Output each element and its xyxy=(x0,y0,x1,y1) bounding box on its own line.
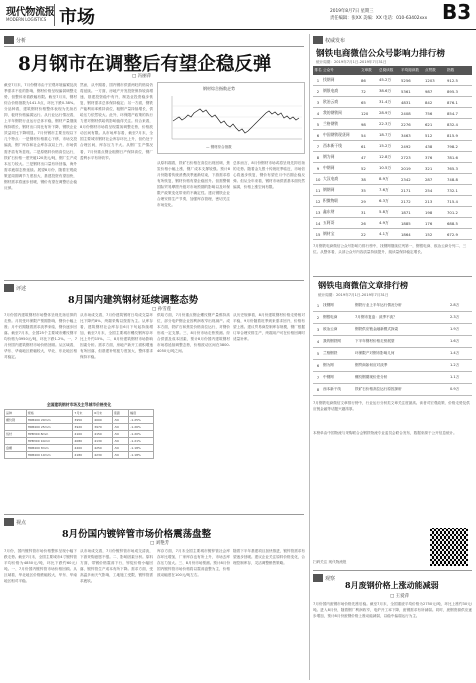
ranking1-cell: 12.8万 xyxy=(379,154,392,159)
ranking2-note: 7月钢铁电商微信文章排行榜中，行业运行分析类文章关注度最高。读者对宏观政策、价格走势及供应链金融等话题兴趣浓厚。 xyxy=(313,401,470,412)
ranking1-header xyxy=(313,66,472,75)
table-header: 品种 xyxy=(5,410,27,417)
ranking1-cell: 2723 xyxy=(401,154,411,160)
ranking1-cell: 701.2 xyxy=(447,209,458,215)
ranking1-cell: 5 xyxy=(316,121,320,127)
table-cell: 4100 xyxy=(73,431,93,438)
ranking2-cell: 找钢网 xyxy=(323,303,334,307)
ranking1-row xyxy=(313,97,472,108)
ranking1-cell: 1871 xyxy=(401,209,411,215)
ranking2-cell: 铁矿石价格高位运行原因探析 xyxy=(355,387,402,391)
page-number: B3 xyxy=(442,0,472,24)
ranking2-cell: 钢贸商如何应对淡季 xyxy=(355,363,388,367)
ranking2-cell: 中钢网 xyxy=(323,375,334,379)
ranking1-cell: 52 xyxy=(361,165,366,171)
table-header: 涨跌 xyxy=(112,410,128,417)
article-price-tag: 观察 xyxy=(325,576,336,582)
ranking1-cell: 72 xyxy=(361,88,366,94)
ranking1-row xyxy=(313,141,472,152)
ranking1-cell: 621 xyxy=(425,121,433,127)
ranking1-cell: 西本新干线 xyxy=(323,143,342,148)
table-row xyxy=(5,445,154,452)
table-cell: 4250 xyxy=(93,445,113,452)
ranking1-cell: 8.9万 xyxy=(379,176,389,181)
ranking1-cell: 6.3万 xyxy=(379,198,389,203)
ranking2-cell: 2.3万 xyxy=(450,315,460,319)
paper-sub: MODERN LOGISTICS xyxy=(6,17,47,22)
ranking2-row xyxy=(313,360,472,372)
table-cell: 盘螺 xyxy=(5,445,27,452)
ranking1-cell: 895.3 xyxy=(447,88,458,94)
chart-plot xyxy=(158,91,306,151)
ranking1-cell: 912.5 xyxy=(447,77,458,83)
tag-marker xyxy=(313,36,323,44)
table-cell: -50 xyxy=(112,445,128,452)
table-cell: 4150 xyxy=(93,431,113,438)
ranking1-cell: 1 xyxy=(316,77,320,83)
article-rebar-headline: 8月国内建筑钢材延续调整态势 xyxy=(68,295,199,306)
ranking2-footer-note: 本榜单由中国物流与采购联合会钢铁物流专业委员会联合发布，数据来源于公开信息统计。 xyxy=(313,431,457,435)
ranking1-row xyxy=(313,163,472,174)
ranking2-row xyxy=(313,372,472,384)
divider xyxy=(4,280,304,281)
ranking2-row xyxy=(313,324,472,336)
ranking1-cell: 7.6万 xyxy=(379,187,389,192)
article-main-col3: 从原料端看，铁矿石价格在高位出现回调，焦炭价格小幅上涨，钢厂成本支撑较强。预计8月份随着传统消费淡季逐渐结束，下游需求将有所恢复，钢材价格有望企稳回升。但需警惕国际贸易摩擦升级对市场预期的影响以及环保限产政策变化带来的不确定性。建议钢铁企业合理安排生产节奏，加强库存管理，密切关注市场变化。 xyxy=(157,161,230,208)
ranking1-cell: 45.2万 xyxy=(379,77,392,82)
ranking1-cell: 854.7 xyxy=(447,110,458,116)
ranking1-row xyxy=(313,108,472,119)
ranking1-cell: 积微物联 xyxy=(323,198,339,203)
article-galv-tag: 视点 xyxy=(16,520,27,526)
ranking2-cell: 2 xyxy=(316,315,320,320)
ranking2-cell: 西本新干线 xyxy=(323,387,341,391)
masthead-editor: 责任编辑：张XX 美编：XX 电话：010-63402xxx xyxy=(330,16,428,21)
table-cell: -1.25% xyxy=(129,417,154,424)
ranking1-cell: 31.4万 xyxy=(379,99,392,104)
article-galv-col3: 库存方面，7月末全国主要城市镀锌管社会库存环比增加，厂家库存也有所上升，市场去库存压力加大。三、8月份市场预测。预计8月份国内镀锌管市场价格将以震荡盘整为主，价格波动幅度在100元/吨左右。 xyxy=(157,549,230,578)
article-rebar-tag: 评述 xyxy=(16,286,27,292)
ranking1-cell: 8 xyxy=(316,154,320,160)
ranking1-cell: 1864 xyxy=(401,231,411,237)
ranking1-cell: 748.8 xyxy=(447,176,458,182)
ranking2-row xyxy=(313,300,472,312)
ranking2-cell: 4 xyxy=(316,339,320,344)
ranking1-cell: 54 xyxy=(361,132,366,138)
ranking1-cell: 5256 xyxy=(401,77,411,83)
ranking1-cell: 15.2万 xyxy=(379,143,392,148)
ranking1-row xyxy=(313,86,472,97)
article-main-col1: 截至7月末，7月份钢市由于宏观环境偏紧及淡季需求不佳的影响，钢材价格呈现偏弱调整走势，但整体来看跌幅有限。截至7月末，钢材综合价格指数为141.5点，环比下跌0.38%。分品种看，建筑钢材价格整体表现为先扬后抑，板材价格偏弱运行。从行业运行情况看，上半年钢铁行业运行总体平稳，钢材产量继续保持增长，钢材出口同比有所下降，钢铁企业效益同比下降明显。7月份钢市主要呈现以下几个特点：一是钢材价格重心下移，市场交投偏淡，钢厂库存和社会库存双双上升，市场供需矛盾有所显现。二是原燃料价格高位运行，铁矿石价格一度突破120美元/吨，钢厂生产成本压力较大。三是钢材出口量有所回落，海外需求疲弱态势延续。展望8月份，随着宏观政策逆周期调节力度加大，基建投资有望加快，钢材需求将逐步回暖，钢价有望在调整后企稳反弹。 xyxy=(4,83,77,190)
table-cell: -1.20% xyxy=(129,431,154,438)
table-cell xyxy=(5,438,27,445)
table-cell: HRB400 10mm xyxy=(26,452,73,459)
ranking1-cell: 376 xyxy=(425,154,433,160)
table-cell: 4200 xyxy=(73,445,93,452)
ranking1-subtitle: 统计周期：2019年7月1日-2019年7月31日 xyxy=(316,60,387,64)
price-chart xyxy=(157,82,305,154)
table-header-row xyxy=(5,410,154,417)
ranking1-cell: 4.9万 xyxy=(379,220,389,225)
col-header: 排名 xyxy=(314,68,322,72)
ranking2-cell: 7月钢市复盘：淡季不淡？ xyxy=(355,315,397,319)
ranking2-cell: 0.9万 xyxy=(450,387,460,391)
table-cell: 3950 xyxy=(73,417,93,424)
tag-marker xyxy=(4,518,14,526)
table-cell: 4130 xyxy=(93,438,113,445)
ranking1-cell: 2342 xyxy=(401,176,411,182)
table-cell: 螺纹钢 xyxy=(5,417,27,424)
ranking1-cell: 321 xyxy=(425,165,433,171)
table-cell: -1.26% xyxy=(129,424,154,431)
article-galv-byline: □ 刘艳芳 xyxy=(150,541,170,546)
article-galv-headline: 8月份国内镀锌管市场价格震荡盘整 xyxy=(62,529,212,540)
divider xyxy=(313,276,472,277)
ranking1-cell: 找钢网 xyxy=(323,77,335,82)
ranking1-cell: 13 xyxy=(315,209,321,215)
ranking1-cell: 688.5 xyxy=(447,220,458,226)
ranking1-row xyxy=(313,229,472,240)
column-divider xyxy=(309,34,310,680)
ranking1-cell: 815.9 xyxy=(447,132,458,138)
ranking1-cell: 2019 xyxy=(401,165,411,171)
ranking1-cell: 781.6 xyxy=(447,154,458,160)
ranking1-cell: 213 xyxy=(425,198,433,204)
ranking1-cell: 大汉电商 xyxy=(323,176,339,181)
ranking1-cell: 176 xyxy=(425,220,433,226)
article-rebar-col2: 从市场成交看，7月份建筑钢材日均成交量环比下降约8%，终端采购以按需为主。从库存看，建筑钢材社会库存自6月下旬起持续增加，截至7月末，全国主要城市螺纹钢库存环比上升约15%。二、8月份建筑钢材市场影响因素分析。需求方面，房地产新开工面积增速有所回落，但基建补短板力度加大，整体需求保持平稳。 xyxy=(80,313,153,360)
ranking2-cell: 1.6万 xyxy=(450,339,460,343)
ranking1-cell: 中钢网 xyxy=(323,165,335,170)
ranking1-cell: 2 xyxy=(316,88,320,94)
ranking2-cell: 8 xyxy=(316,387,320,392)
ranking1-row xyxy=(313,218,472,229)
ranking1-cell: 1885 xyxy=(401,220,411,226)
table-row xyxy=(5,417,154,424)
ranking1-cell: 672.9 xyxy=(447,231,458,237)
table-cell: 4180 xyxy=(73,452,93,459)
ranking1-note: 7月钢铁电商微信公众号影响力排行榜中，找钢网继续位列第一，钢银电商、欧冶云商分列二、三位。从整体看，头部公众号内容质量持续提升，阅读量保持稳定增长。 xyxy=(313,244,467,255)
ranking1-cell: 254 xyxy=(425,187,433,193)
article-price-headline: 8月废钢价格上涨动能减弱 xyxy=(345,580,439,590)
ranking1-cell: 3463 xyxy=(401,132,411,138)
masthead-divider xyxy=(54,4,55,26)
ranking1-cell: 钢为网 xyxy=(323,154,335,159)
ranking2-cell: 5 xyxy=(316,351,320,356)
table-cell: -50 xyxy=(112,417,128,424)
ranking1-cell: 798.2 xyxy=(447,143,458,149)
ranking1-tag: 权威发布 xyxy=(325,38,346,44)
table-header: 规格 xyxy=(26,410,73,417)
ranking1-cell: 4.1万 xyxy=(379,231,389,236)
table-header: 幅度 xyxy=(129,410,154,417)
chart-title: 钢材综合指数走势 xyxy=(203,86,235,91)
ranking1-cell: 438 xyxy=(425,143,433,149)
ranking1-row xyxy=(313,119,472,130)
ranking2-cell: 1 xyxy=(316,303,320,308)
ranking1-cell: 842 xyxy=(425,99,433,105)
ranking2-cell: 欧冶云商 xyxy=(323,327,338,331)
ranking1-cell: 152 xyxy=(425,231,433,237)
table-cell: -50 xyxy=(112,452,128,459)
ranking1-cell: 10.5万 xyxy=(379,165,392,170)
ranking2-cell: 3 xyxy=(316,327,320,332)
ranking1-cell: 兰格钢铁 xyxy=(323,121,339,126)
ranking1-cell: 38.6万 xyxy=(379,88,392,93)
ranking1-cell: 28.9万 xyxy=(379,110,392,115)
ranking1-cell: 31 xyxy=(361,209,366,215)
ranking1-cell: 11 xyxy=(315,187,321,193)
qr-code-icon xyxy=(430,528,468,566)
ranking1-cell: 198 xyxy=(425,209,433,215)
ranking1-cell: 2492 xyxy=(401,143,411,149)
ranking2-row xyxy=(313,336,472,348)
ranking1-row xyxy=(313,152,472,163)
table-row xyxy=(5,424,154,431)
ranking2-cell: 1.4万 xyxy=(450,351,460,355)
table-header: 6月末 xyxy=(93,410,113,417)
ranking1-cell: 7 xyxy=(316,143,320,149)
ranking1-cell: 钢银电商 xyxy=(323,88,339,93)
article-rebar-col4: 从历史规律看，8月份建筑钢材价格走势相对平稳，9月份随着旺季到来需求回升，价格有望上涨。建议贸易商控制库存规模，钢厂根据订单合理安排生产，终端用户可在价格回调时适量补库。 xyxy=(233,313,305,342)
ranking2-row xyxy=(313,312,472,324)
ranking1-cell: 9 xyxy=(316,165,320,171)
table-cell: -50 xyxy=(112,431,128,438)
table-cell: 3920 xyxy=(73,424,93,431)
ranking1-cell: 3 xyxy=(316,99,320,105)
ranking2-cell: 我的钢铁网 xyxy=(323,339,341,343)
ranking1-row xyxy=(313,185,472,196)
paper-name: 现代物流报 xyxy=(6,7,55,18)
table-cell: 4000 xyxy=(93,417,113,424)
tag-marker xyxy=(4,36,14,44)
qr-caption: 扫码关注 现代物流报 xyxy=(313,560,347,564)
col-header: 平均阅读数 xyxy=(401,68,419,72)
table-cell: 3970 xyxy=(93,424,113,431)
ranking2-cell: 6 xyxy=(316,363,320,368)
article-main-tag: 分析 xyxy=(16,38,27,44)
ranking1-cell: 98 xyxy=(361,121,366,127)
ranking1-cell: 钢材宝 xyxy=(323,231,335,236)
table-row xyxy=(5,438,154,445)
table-cell xyxy=(5,452,27,459)
table-cell: HRB400 20mm xyxy=(26,417,73,424)
ranking2-cell: 7 xyxy=(316,375,320,380)
divider xyxy=(4,46,304,47)
ranking1-cell: 5.8万 xyxy=(379,209,389,214)
ranking1-cell: 732.1 xyxy=(447,187,458,193)
article-rebar-col3: 供给方面，7月份重点钢企螺纹钢产量维持高位，部分电炉钢企业因利润收窄出现减产。成本方面，铁矿石和焦炭价格高位运行，对钢价形成一定支撑。三、8月份市场走势预测。综合供需及成本因素，预计8月份国内建筑钢材市场将延续调整态势，价格波动区间在3800-4050元/吨之间。 xyxy=(157,313,230,354)
ranking2-cell: 2.8万 xyxy=(450,303,460,307)
col-header: 文章数 xyxy=(361,68,372,72)
ranking1-cell: 5361 xyxy=(401,88,411,94)
ranking1-cell: 876.1 xyxy=(447,99,458,105)
ranking1-cell: 765.3 xyxy=(447,165,458,171)
ranking1-cell: 65 xyxy=(361,99,366,105)
divider xyxy=(4,514,304,515)
ranking1-cell: 38 xyxy=(361,176,366,182)
ranking2-cell: 1.1万 xyxy=(450,375,460,379)
ranking2-row xyxy=(313,348,472,360)
article-main-byline: □ 冯丽萍 xyxy=(132,74,152,79)
article-galv-col4: 随着下半年基建项目加快推进，镀锌管需求有望逐步回暖。建议企业关注原料价格变化，合理控制库存，灵活调整销售策略。 xyxy=(233,549,305,566)
ranking1-cell: 6 xyxy=(316,132,320,138)
table-cell: HPB300 8mm xyxy=(26,431,73,438)
table-cell: 4080 xyxy=(73,438,93,445)
ranking1-cell: 512 xyxy=(425,132,433,138)
ranking2-title: 钢铁电商微信文章排行榜 xyxy=(318,280,409,290)
tag-marker xyxy=(4,284,14,292)
ranking1-cell: 14 xyxy=(315,220,321,226)
table-cell: -1.18% xyxy=(129,452,154,459)
col-header: 总阅读数 xyxy=(379,68,394,72)
ranking2-cell: 钢铁供应链金融新模式探索 xyxy=(355,327,399,331)
chart-series-line xyxy=(173,109,299,133)
article-price-body: 7月份国内废钢市场价格先涨后稳。截至7月末，全国重废平均价格为2750元/吨，环比上涨约30元/吨。进入8月份，随着钢厂利润收窄，电炉开工率下降，废钢需求有所减弱。同时，废钢资源供应逐步增加，预计8月份废钢价格上涨动能减弱，以稳中偏弱运行为主。 xyxy=(313,602,472,619)
ranking2-cell: 钢银电商 xyxy=(323,315,338,319)
article-galv-col2: 从市场成交看，7月份镀锌管市场成交清淡，下游采购意愿不强。二、影响因素分析。原料方面，带钢价格震荡下行，锌锭价格小幅回落，镀锌管生产成本有所下降。需求方面，受高温多雨天气影响，工地施工受限，镀锌管需求疲软。 xyxy=(80,549,153,584)
article-main-col2: 然而，从中期看，国内钢市供需两旺的格局仍将延续。一方面，房地产开发投资保持较高增速，基建投资稳中有升，制造业投资稳步恢复，钢材需求总体保持稳定；另一方面，钢铁产能利用率维持高位，粗钢产量持续增长，供给压力依然较大。此外，环保限产政策的执行力度对钢材供给的影响值得关注。综合来看，8月份钢材市场将呈现震荡调整走势，价格波动区间有限。从市场库存看，截至7月末，全国主要城市钢材社会库存环比上升，但仍处于合理区间，库存压力不大。从钢厂生产情况看，7月份重点钢企粗钢日产保持高位，钢厂盈利水平有所收窄。 xyxy=(80,83,153,160)
ranking1-cell: 我的钢铁网 xyxy=(323,110,342,115)
ranking1-cell: 12 xyxy=(315,198,321,204)
ranking1-cell: 756 xyxy=(425,110,433,116)
ranking1-cell: 987 xyxy=(425,88,433,94)
ranking1-cell: 2276 xyxy=(401,121,411,127)
ranking1-cell: 287 xyxy=(425,176,433,182)
ranking2-subtitle: 统计周期：2019年7月1日-2019年7月31日 xyxy=(318,293,389,297)
article-main-col4: 总体而言，8月份钢材市场或将呈现先抑后扬的走势。随着金九银十传统旺季临近，市场信心将逐步恢复，钢价有望在月中后期企稳反弹。但从全年来看，钢材市场供需基本面仍然偏弱，价格上涨空间有限。 xyxy=(233,161,305,190)
ranking2-table xyxy=(313,300,472,396)
table-cell: 线材 xyxy=(5,431,27,438)
col-header: 公众号 xyxy=(323,68,334,72)
ranking1-cell: 18.7万 xyxy=(379,132,392,137)
article-price-byline: □ 王爱萍 xyxy=(390,594,410,599)
ranking1-cell: 2172 xyxy=(401,198,411,204)
ranking1-cell: 鑫东财 xyxy=(323,209,335,214)
divider xyxy=(313,570,472,571)
ranking1-title: 钢铁电商微信公众号影响力排行榜 xyxy=(316,49,445,59)
ranking2-cell: 钢为网 xyxy=(323,363,334,367)
ranking1-cell: 2408 xyxy=(401,110,411,116)
article-main-headline: 8月钢市在调整后有望企稳反弹 xyxy=(18,54,272,75)
masthead xyxy=(0,0,476,30)
table-cell: -50 xyxy=(112,424,128,431)
table-cell: -50 xyxy=(112,438,128,445)
ranking2-cell: 1.9万 xyxy=(450,327,460,331)
ranking1-cell: 15 xyxy=(315,231,321,237)
ranking1-cell: 1203 xyxy=(425,77,435,83)
rebar-table-title: 全国建筑钢材市场及主导城市价格变化 xyxy=(46,402,112,407)
table-cell xyxy=(5,424,27,431)
col-header: 点赞数 xyxy=(425,68,436,72)
tag-marker xyxy=(313,574,323,582)
ranking1-row xyxy=(313,196,472,207)
table-header: 7月末 xyxy=(73,410,93,417)
ranking1-cell: 715.4 xyxy=(447,198,458,204)
ranking1-cell: 4 xyxy=(316,110,320,116)
section-title: 市场 xyxy=(59,7,95,28)
ranking2-cell: 环保限产对钢市影响几何 xyxy=(355,351,395,355)
ranking1-cell: 五阿哥 xyxy=(323,220,335,225)
ranking1-cell: 4831 xyxy=(401,99,411,105)
ranking1-cell: 钢钢网 xyxy=(323,187,335,192)
ranking1-cell: 61 xyxy=(361,143,366,149)
ranking1-cell: 中国钢铁现货网 xyxy=(323,132,350,137)
ranking1-row xyxy=(313,130,472,141)
article-galv-col1: 7月份，国内镀锌管市场价格整体呈现小幅下跌走势。截至7月末，全国主要城市4寸镀锌管平均价格为4850元/吨，环比下跌约60元/吨。一、7月份国内镀锌管市场价格回顾。从区域看，华北地区价格跌幅较大，华东、华南地区相对平稳。 xyxy=(4,549,77,584)
ranking1-cell: 10 xyxy=(315,176,321,182)
ranking1-cell: 47 xyxy=(361,154,366,160)
ranking2-cell: 兰格钢铁 xyxy=(323,351,338,355)
ranking1-cell: 26 xyxy=(361,220,366,226)
table-cell: 4230 xyxy=(93,452,113,459)
ranking1-cell: 832.4 xyxy=(447,121,458,127)
ranking1-row xyxy=(313,207,472,218)
ranking1-cell: 22 xyxy=(361,231,366,237)
ranking2-cell: 螺纹钢期现价差分析 xyxy=(355,375,388,379)
ranking1-cell: 86 xyxy=(361,77,366,83)
ranking1-cell: 2171 xyxy=(401,187,411,193)
table-cell: HPB300 10mm xyxy=(26,438,73,445)
ranking1-row xyxy=(313,75,472,86)
table-cell: HRB400 25mm xyxy=(26,424,73,431)
table-cell: -1.18% xyxy=(129,445,154,452)
ranking1-cell: 120 xyxy=(361,110,369,116)
ranking1-cell: 35 xyxy=(361,187,366,193)
ranking1-row xyxy=(313,174,472,185)
table-row xyxy=(5,452,154,459)
col-header: 指数 xyxy=(447,68,455,72)
article-rebar-col1: 7月份国内建筑钢材市场整体呈现先扬后抑的走势。月初受环保限产预期影响，钢价小幅上涨；月中后期随着需求淡季来临，钢价逐步回落。截至7月末，全国25个主要城市螺纹钢平均价格为3950元/吨，环比下跌1.2%。一、7月份国内建筑钢材市场价格回顾。从区域看，华东、华南地区跌幅较大，华北、东北地区相对稳定。 xyxy=(4,313,77,360)
masthead-date: 2019年8月7日 星期三 xyxy=(330,9,374,14)
table-cell: -1.21% xyxy=(129,438,154,445)
ranking1-cell: 22.3万 xyxy=(379,121,392,126)
ranking1-cell: 29 xyxy=(361,198,366,204)
table-cell: HRB400 8mm xyxy=(26,445,73,452)
table-row xyxy=(5,431,154,438)
article-rebar-byline: □ 孙雪莲 xyxy=(152,307,172,312)
ranking1-cell: 欧冶云商 xyxy=(323,99,339,104)
ranking1-table xyxy=(313,75,472,240)
ranking2-cell: 1.2万 xyxy=(450,363,460,367)
ranking2-cell: 下半年钢材价格走势展望 xyxy=(355,339,395,343)
rebar-price-table xyxy=(4,409,154,459)
ranking2-cell: 钢铁行业上半年运行情况分析 xyxy=(355,303,402,307)
chart-legend: — 钢材综合指数 xyxy=(206,145,232,149)
ranking2-row xyxy=(313,384,472,396)
